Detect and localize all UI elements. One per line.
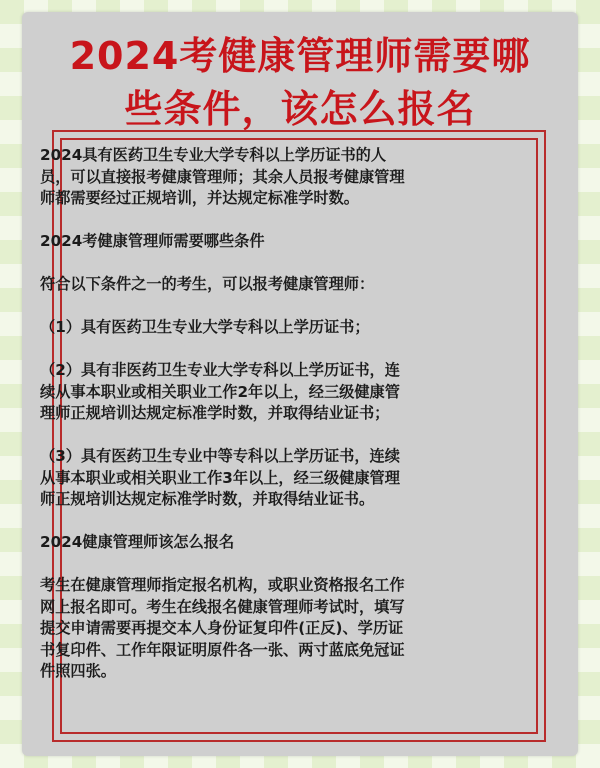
article-title: 2024考健康管理师需要哪 些条件，该怎么报名: [69, 34, 531, 131]
registration-paragraph: 考生在健康管理师指定报名机构，或职业资格报名工作 网上报名即可。考生在线报名健康管理师考试时，填写 提交申请需要再提交本人身份证复印件(正反)、学历证 书复印件、工作年限证明原件各一张、两寸蓝底免冠证 件照四张。: [40, 576, 405, 680]
section-heading-conditions: 2024考健康管理师需要哪些条件: [40, 232, 265, 250]
condition-item-3: （3）具有医药卫生专业中等专科以上学历证书，连续 从事本职业或相关职业工作3年以上，经三级健康管理 师正规培训达规定标准学时数，并取得结业证书。: [40, 447, 400, 508]
condition-item-2: （2）具有非医药卫生专业大学专科以上学历证书，连 续从事本职业或相关职业工作2年以上，经三级健康管 理师正规培训达规定标准学时数，并取得结业证书；: [40, 361, 400, 422]
section-heading-registration: 2024健康管理师该怎么报名: [40, 533, 235, 551]
conditions-intro: 符合以下条件之一的考生，可以报考健康管理师：: [40, 275, 375, 293]
condition-item-1: （1）具有医药卫生专业大学专科以上学历证书；: [40, 318, 370, 336]
intro-paragraph: 2024具有医药卫生专业大学专科以上学历证书的人 员，可以直接报考健康管理师；其余人员报考健康管理 师都需要经过正规培训，并达规定标准学时数。: [40, 146, 405, 207]
article-body: [40, 145, 526, 704]
